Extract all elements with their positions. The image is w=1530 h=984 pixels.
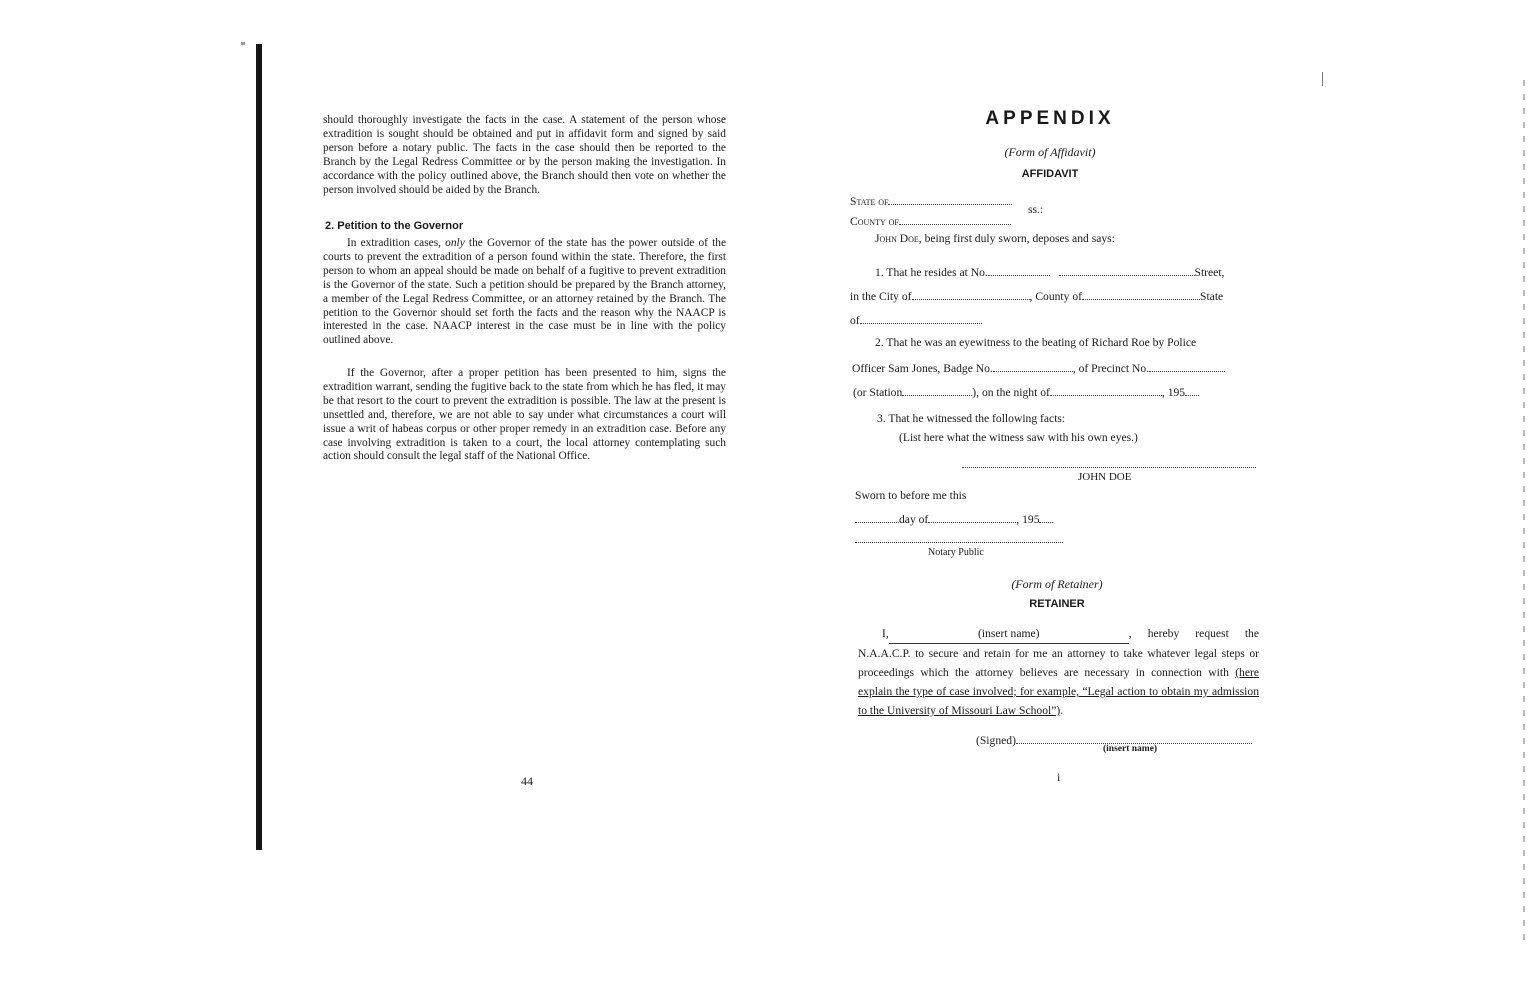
affidavit-heading: AFFIDAVIT [1021,168,1079,180]
left-paragraph-2: In extradition cases, only the Governor of the state has the power outside of the courts to prevent the extradition of a person found within the state. Therefore, the first person to whom an appeal should be made on behalf of a fugitive to prevent extradition is the Governor of the state. Such a petition should be prepared by the Branch attorney, a member of the Legal Redress Committee, or an attorney retained by the Branch. The petition to the Governor should set forth the facts and the reason why the NAACP is interested in the case. NAACP interest in the case must be in line with the policy outlined above. [323,237,726,347]
notary-label: Notary Public [928,547,984,558]
signed-note: (insert name) [1103,744,1158,754]
item-1-line-3: of [850,313,982,327]
sworn-line: Sworn to before me this [855,489,967,502]
page-number-left: 44 [521,774,533,788]
item-2-line-3: (or Station ), on the night of , 195 [853,385,1199,399]
retainer-heading: RETAINER [1029,598,1085,610]
retainer-case-field: (here explain the type of case involved; for example, “Legal action to obtain my admission to the University of Missouri Law School”) [858,666,1259,717]
page-edge [1523,80,1525,940]
notary-signature-line [855,542,1063,543]
item-3-note: (List here what the witness saw with his own eyes.) [899,431,1138,444]
left-paragraph-3: If the Governor, after a proper petition has been presented to him, signs the extradition warrant, sending the fugitive back to the state from which he has fled, it may be that resort to the court to prevent the extradition is possible. The law at the present is unsettled and, therefore, we are not able to say under what circumstances a court will issue a writ of habeas corpus or other proper remedy in an extradition case. Before any case involving extradition is taken to a court, the local attorney contemplating such action should consult the legal staff of the National Office. [323,367,726,463]
affidavit-caption: (Form of Affidavit) [1004,145,1096,159]
scan-mark [1322,72,1323,86]
day-of-line: day of , 195 [855,512,1053,526]
page-number-right: i [1057,770,1061,784]
retainer-body: I, (insert name) , hereby request the N.A.A.C.P. to secure and retain for me an attorney to take whatever legal steps or proceedings which the attorney believes are necessary in connection with (here explain the type of case involved; for example, “Legal action to obtain my admission to the University of Missouri Law School”). [858,624,1259,720]
left-paragraph-1: should thoroughly investigate the facts in the case. A statement of the person whose extradition is sought should be obtained and put in affidavit form and signed by said person before a notary public. The facts in the case should then be reported to the Branch by the Legal Redress Committee or by the person making the investigation. In accordance with the policy outlined above, the Branch should then vote on whether the person involved should be aided by the Branch. [323,114,726,196]
retainer-name-field: (insert name) [889,624,1129,644]
binding-shadow [256,44,262,850]
section-heading: 2. Petition to the Governor [325,220,464,232]
state-line: State of [850,194,1012,208]
signed-line: (Signed) [976,733,1252,747]
signature-line [962,467,1256,468]
item-1-line-1: 1. That he resides at No. Street, [875,266,1225,279]
ss-mark: ss.: [1028,203,1044,216]
item-3-line: 3. That he witnessed the following facts: [877,412,1066,425]
scan-mark [241,42,245,45]
signer-name: JOHN DOE [1078,471,1132,483]
deponent-line: John Doe, being first duly sworn, deposes and says: [875,232,1115,245]
item-2-line-1: 2. That he was an eyewitness to the beating of Richard Roe by Police [875,336,1197,349]
retainer-caption: (Form of Retainer) [1011,577,1103,591]
appendix-title: APPENDIX [985,108,1115,129]
item-1-line-2: in the City of , County of State [850,290,1224,303]
emphasis-only: only [445,237,465,249]
item-2-line-2: Officer Sam Jones, Badge No. , of Precinct No. [852,361,1225,375]
county-line: County of [850,214,1011,228]
